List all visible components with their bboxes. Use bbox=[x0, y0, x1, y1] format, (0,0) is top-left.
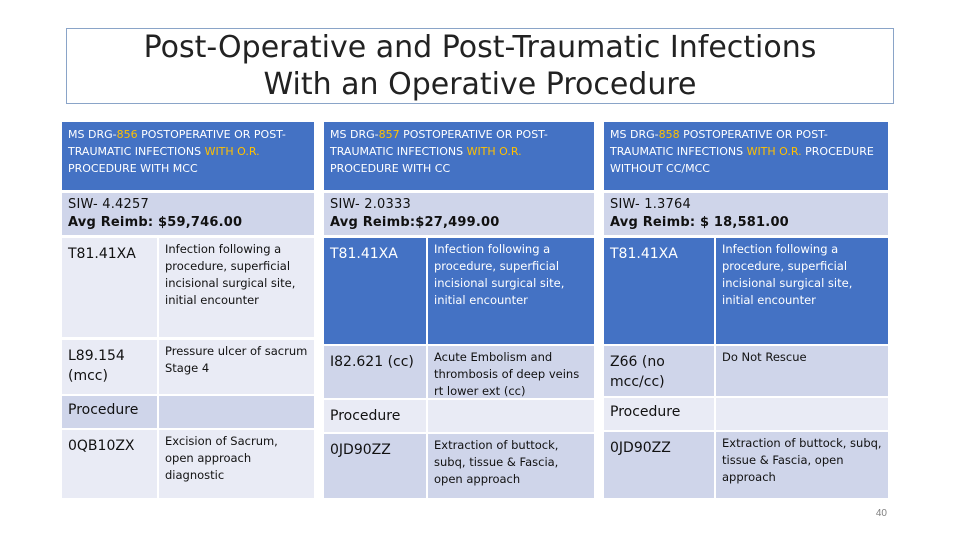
procedure-label-text: Procedure bbox=[610, 404, 681, 420]
dx1-desc bbox=[428, 238, 594, 344]
proc-code-text: 0JD90ZZ bbox=[330, 442, 391, 458]
drg-header-suffix: PROCEDURE WITHOUT CC/MCC bbox=[610, 145, 874, 175]
dx1-desc bbox=[716, 238, 888, 344]
avg-reimb: Avg Reimb:$27,499.00 bbox=[330, 215, 500, 230]
slide-title-line-2: With an Operative Procedure bbox=[263, 67, 697, 102]
procedure-label-blank bbox=[428, 400, 594, 432]
dx2-desc bbox=[428, 346, 594, 398]
procedure-label bbox=[62, 396, 157, 428]
dx2-desc bbox=[716, 346, 888, 396]
dx2-desc bbox=[159, 340, 314, 394]
dx1-code-text: T81.41XA bbox=[610, 246, 678, 262]
proc-code bbox=[604, 432, 714, 498]
dx2-code-text: Z66 (no mcc/cc) bbox=[610, 354, 665, 390]
dx2-desc-text: Pressure ulcer of sacrum Stage 4 bbox=[165, 344, 308, 375]
procedure-label-text: Procedure bbox=[330, 408, 401, 424]
drg-header-middle: POSTOPERATIVE OR POST-TRAUMATIC INFECTIONS bbox=[610, 128, 828, 158]
dx2-code-text: I82.621 (cc) bbox=[330, 354, 414, 370]
drg-number: 856 bbox=[116, 128, 138, 141]
dx2-desc-text: Do Not Rescue bbox=[722, 350, 807, 364]
proc-desc bbox=[428, 434, 594, 498]
drg-857-siw bbox=[324, 193, 594, 235]
proc-code-text: 0QB10ZX bbox=[68, 438, 135, 454]
drg-header-suffix: PROCEDURE WITH CC bbox=[330, 162, 451, 175]
proc-desc-text: Extraction of buttock, subq, tissue & Fascia, open approach bbox=[722, 436, 882, 484]
dx2-code bbox=[604, 346, 714, 396]
drg-header-prefix: MS DRG- bbox=[330, 128, 379, 141]
drg-header-with-or: WITH O.R. bbox=[466, 145, 522, 158]
slide-title bbox=[66, 28, 894, 104]
proc-code bbox=[324, 434, 426, 498]
siw-value: SIW- 1.3764 bbox=[610, 197, 691, 212]
proc-code bbox=[62, 430, 157, 498]
dx1-code-text: T81.41XA bbox=[330, 246, 398, 262]
procedure-label-blank bbox=[716, 398, 888, 430]
drg-number: 858 bbox=[658, 128, 680, 141]
proc-desc-text: Extraction of buttock, subq, tissue & Fascia, open approach bbox=[434, 438, 559, 486]
drg-header-with-or: WITH O.R. bbox=[746, 145, 802, 158]
drg-856-siw bbox=[62, 193, 314, 235]
dx2-desc-text: Acute Embolism and thrombosis of deep veins rt lower ext (cc) bbox=[434, 350, 580, 398]
proc-code-text: 0JD90ZZ bbox=[610, 440, 671, 456]
dx1-code bbox=[324, 238, 426, 344]
drg-header-prefix: MS DRG- bbox=[68, 128, 117, 141]
drg-header-with-or: WITH O.R. bbox=[204, 145, 260, 158]
drg-header-suffix: PROCEDURE WITH MCC bbox=[68, 162, 198, 175]
drg-number: 857 bbox=[378, 128, 400, 141]
drg-857-header bbox=[324, 122, 594, 190]
drg-858-header bbox=[604, 122, 888, 190]
siw-value: SIW- 2.0333 bbox=[330, 197, 411, 212]
dx1-desc bbox=[159, 238, 314, 337]
procedure-label bbox=[604, 398, 714, 430]
dx2-code bbox=[324, 346, 426, 398]
drg-858-siw bbox=[604, 193, 888, 235]
siw-value: SIW- 4.4257 bbox=[68, 197, 149, 212]
avg-reimb: Avg Reimb: $59,746.00 bbox=[68, 215, 243, 230]
procedure-label-text: Procedure bbox=[68, 402, 139, 418]
dx1-code bbox=[62, 238, 157, 337]
dx1-code-text: T81.41XA bbox=[68, 246, 136, 262]
proc-desc-text: Excision of Sacrum, open approach diagnostic bbox=[165, 434, 278, 482]
dx1-code bbox=[604, 238, 714, 344]
proc-desc bbox=[159, 430, 314, 498]
drg-856-header bbox=[62, 122, 314, 190]
drg-header-middle: POSTOPERATIVE OR POST-TRAUMATIC INFECTIONS bbox=[330, 128, 548, 158]
proc-desc bbox=[716, 432, 888, 498]
drg-header-middle: POSTOPERATIVE OR POST-TRAUMATIC INFECTIONS bbox=[68, 128, 286, 158]
dx1-desc-text: Infection following a procedure, superficial incisional surgical site, initial encounter bbox=[722, 242, 853, 307]
drg-header-prefix: MS DRG- bbox=[610, 128, 659, 141]
slide-title-line-1: Post-Operative and Post-Traumatic Infections bbox=[143, 30, 817, 65]
dx2-code-text: L89.154 (mcc) bbox=[68, 348, 125, 384]
dx2-code bbox=[62, 340, 157, 394]
dx1-desc-text: Infection following a procedure, superficial incisional surgical site, initial encounter bbox=[165, 242, 296, 307]
procedure-label-blank bbox=[159, 396, 314, 428]
procedure-label bbox=[324, 400, 426, 432]
page-number: 40 bbox=[875, 508, 887, 519]
avg-reimb: Avg Reimb: $ 18,581.00 bbox=[610, 215, 789, 230]
dx1-desc-text: Infection following a procedure, superficial incisional surgical site, initial encounter bbox=[434, 242, 565, 307]
